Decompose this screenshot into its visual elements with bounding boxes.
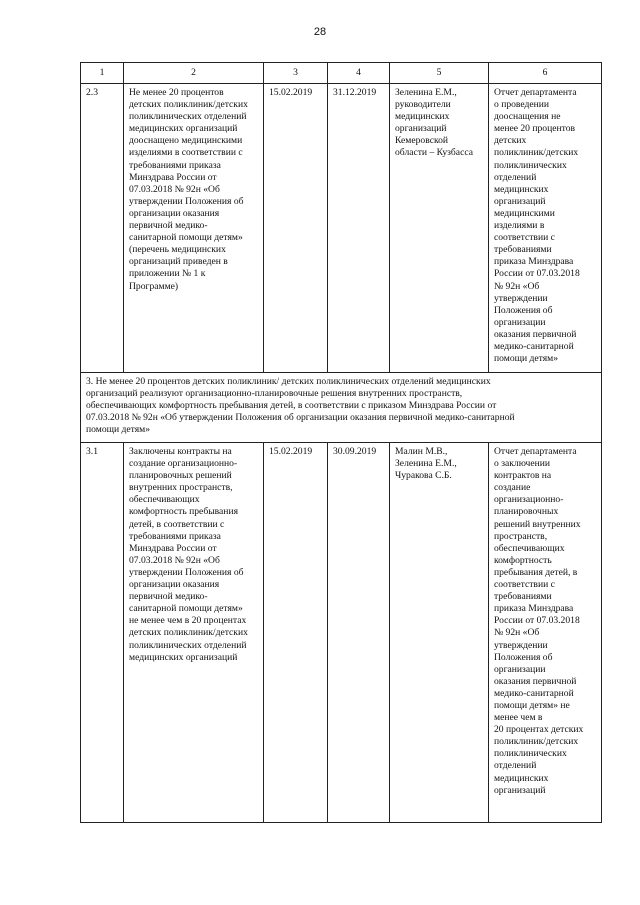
table-row (81, 84, 602, 373)
column-header: 4 (328, 63, 390, 84)
section-heading: 3. Не менее 20 процентов детских поликлиник/ детских поликлинических отделений медицинских организаций реализуют организационно-планировочные решения внутренних пространств, обеспечивающих комфортность пребывания детей, в соответствии с приказом Минздрава России от 07.03.2018 № 92н «Об утверждении Положения об организации оказания первичной медико-санитарной помощи детям» (81, 373, 602, 443)
column-header: 3 (264, 63, 328, 84)
column-header: 1 (81, 63, 124, 84)
row-result: Отчет департамента о проведении дооснащения не менее 20 процентов детских поликлиник/детских поликлинических отделений медицинских организаций медицинскими изделиями в соответствии с требованиями приказа Минздрава России от 07.03.2018 № 92н «Об утверждении Положения об организации оказания первичной медико-санитарной помощи детям» (489, 84, 602, 373)
row-description: Не менее 20 процентов детских поликлиник/детских поликлинических отделений медицинских организаций дооснащено медицинскими изделиями в соответствии с требованиями приказа Минздрава России от 07.03.2018 № 92н «Об утверждении Положения об организации оказания первичной медико- санитарной помощи детям» (перечень медицинских организаций приведен в приложении № 1 к Программе) (124, 84, 264, 373)
row-end-date: 30.09.2019 (328, 443, 390, 823)
row-responsible: Зеленина Е.М., руководители медицинских организаций Кемеровской области – Кузбасса (390, 84, 489, 373)
row-end-date: 31.12.2019 (328, 84, 390, 373)
plan-table (80, 62, 602, 823)
page-number: 28 (313, 26, 327, 38)
table-row (81, 443, 602, 823)
table-header-row (81, 63, 602, 84)
column-header: 6 (489, 63, 602, 84)
row-number: 3.1 (81, 443, 124, 823)
row-start-date: 15.02.2019 (264, 443, 328, 823)
row-responsible: Малин М.В., Зеленина Е.М., Чуракова С.Б. (390, 443, 489, 823)
column-header: 5 (390, 63, 489, 84)
row-start-date: 15.02.2019 (264, 84, 328, 373)
column-header: 2 (124, 63, 264, 84)
section-row (81, 373, 602, 443)
row-result: Отчет департамента о заключении контрактов на создание организационно- планировочных решений внутренних пространств, обеспечивающих комфортность пребывания детей, в соответствии с требованиями приказа Минздрава России от 07.03.2018 № 92н «Об утверждении Положения об организации оказания первичной медико-санитарной помощи детям» не менее чем в 20 процентах детских поликлиник/детских поликлинических отделений медицинских организаций (489, 443, 602, 823)
row-number: 2.3 (81, 84, 124, 373)
row-description: Заключены контракты на создание организационно- планировочных решений внутренних пространств, обеспечивающих комфортность пребывания детей, в соответствии с требованиями приказа Минздрава России от 07.03.2018 № 92н «Об утверждении Положения об организации оказания первичной медико- санитарной помощи детям» не менее чем в 20 процентах детских поликлиник/детских поликлинических отделений медицинских организаций (124, 443, 264, 823)
